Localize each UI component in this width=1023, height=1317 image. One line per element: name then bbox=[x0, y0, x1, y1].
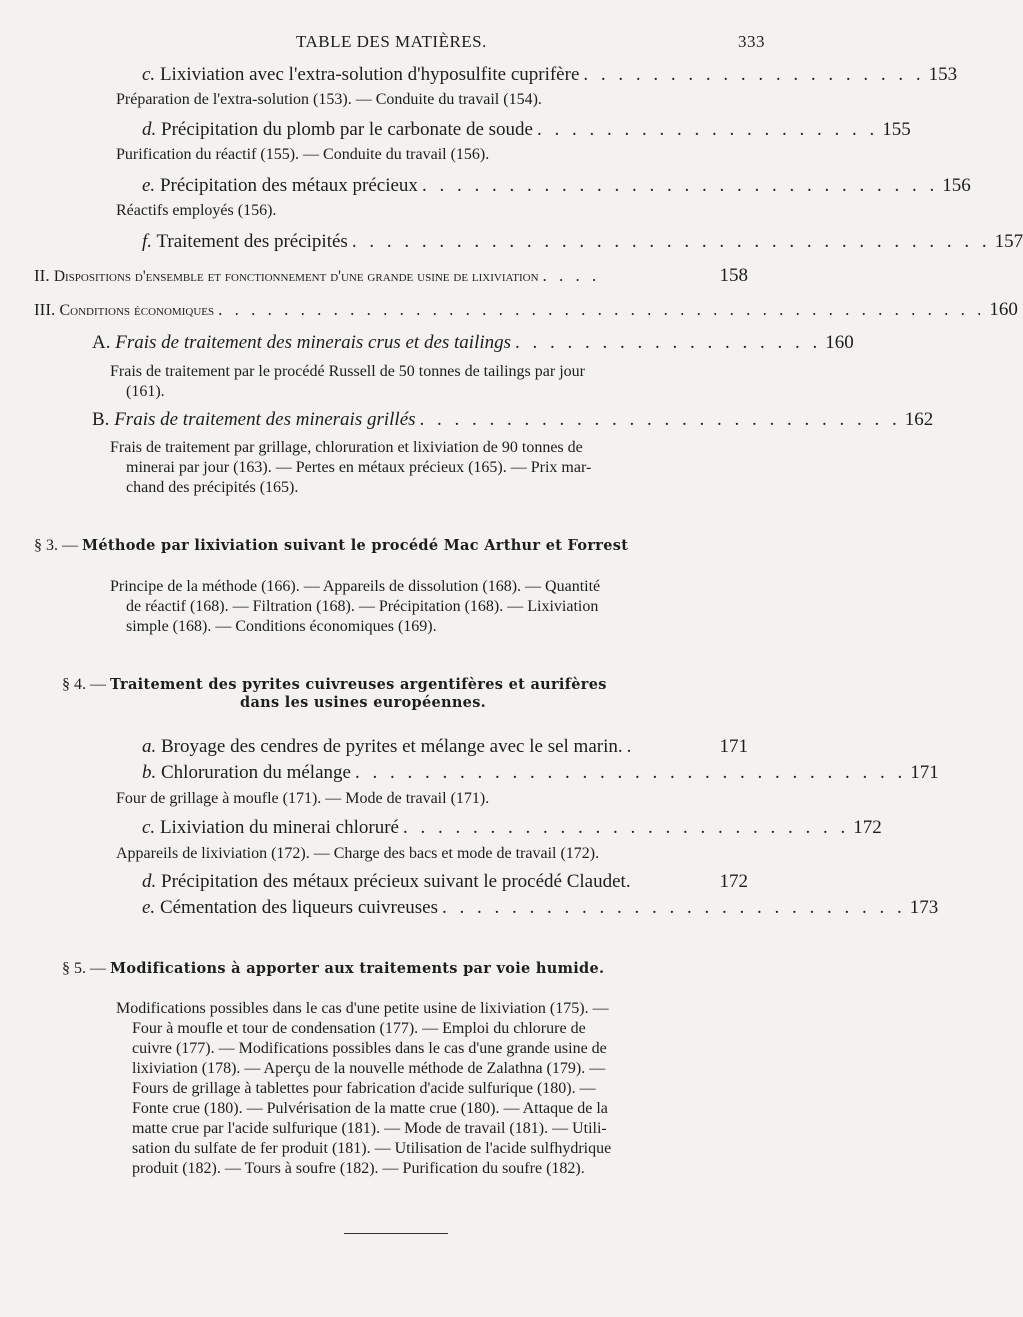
leader-dots: . . . . . . . . . . . . . . . . . . . . . . . . . . . bbox=[442, 897, 906, 918]
leader-dots: . . . . . . . . . . . . . . . . . . bbox=[515, 332, 822, 353]
section-heading bbox=[34, 537, 628, 555]
section-heading bbox=[62, 960, 604, 978]
section-title: Traitement des pyrites cuivreuses argentifères et aurifères bbox=[110, 676, 607, 693]
leader-dots: . . . . . . . . . . . . . . . . . . . . . . . . . . . . . . . . bbox=[354, 762, 907, 783]
toc-entry bbox=[142, 762, 939, 784]
toc-entry bbox=[142, 64, 958, 86]
leader-dots: . . . . bbox=[542, 266, 601, 285]
entry-letter: e. bbox=[142, 175, 156, 196]
section-dash: — bbox=[90, 676, 106, 693]
entry-letter: B. bbox=[92, 409, 110, 430]
toc-subentry: Frais de traitement par grillage, chloruration et lixiviation de 90 tonnes de bbox=[110, 439, 583, 456]
toc-subentry: chand des précipités (165). bbox=[126, 479, 299, 496]
entry-letter: a. bbox=[142, 736, 157, 757]
toc-subentry: lixiviation (178). — Aperçu de la nouvelle méthode de Zalathna (179). — bbox=[132, 1060, 606, 1077]
toc-subentry: Frais de traitement par le procédé Russell de 50 tonnes de tailings par jour bbox=[110, 363, 585, 380]
toc-subentry: matte crue par l'acide sulfurique (181). — Mode de travail (181). — Utili- bbox=[132, 1120, 607, 1137]
closing-rule bbox=[344, 1233, 448, 1234]
toc-subentry: Four de grillage à moufle (171). — Mode de travail (171). bbox=[116, 790, 490, 807]
leader-dots: . . . . . . . . . . . . . . . . . . . . . . . . . . . . . . . . . . . . . . . . . . . . . . . bbox=[218, 300, 986, 319]
entry-page: 171 bbox=[719, 736, 748, 757]
section-title-continued: dans les usines européennes. bbox=[240, 694, 487, 711]
leader-dots: . . . . . . . . . . . . . . . . . . . . bbox=[536, 119, 879, 140]
toc-subentry: sation du sulfate de fer produit (181). — Utilisation de l'acide sulfhydrique bbox=[132, 1140, 612, 1157]
entry-title: Cémentation des liqueurs cuivreuses bbox=[159, 897, 439, 918]
section-title: Modifications à apporter aux traitements par voie humide. bbox=[110, 960, 605, 977]
section-dash: — bbox=[62, 537, 78, 554]
toc-entry bbox=[142, 736, 748, 758]
entry-title: Chloruration du mélange bbox=[161, 762, 351, 783]
entry-title: Lixiviation du minerai chloruré bbox=[159, 817, 399, 838]
toc-entry bbox=[92, 332, 854, 354]
entry-page: 158 bbox=[719, 265, 748, 286]
toc-subentry: Réactifs employés (156). bbox=[116, 202, 277, 219]
toc-subentry: Four à moufle et tour de condensation (177). — Emploi du chlorure de bbox=[132, 1020, 586, 1037]
entry-page: 160 bbox=[825, 332, 854, 353]
toc-part-entry bbox=[34, 265, 748, 287]
section-number: § 5. bbox=[62, 960, 86, 977]
entry-letter: b. bbox=[142, 762, 157, 783]
part-title: Dispositions d'ensemble et fonctionnement d'une grande usine de lixiviation bbox=[53, 268, 539, 285]
leader-dots: . bbox=[626, 736, 636, 757]
toc-entry bbox=[142, 817, 882, 839]
toc-subentry: Fours de grillage à tablettes pour fabrication d'acide sulfurique (180). — bbox=[132, 1080, 596, 1097]
entry-page: 157 bbox=[994, 231, 1023, 252]
toc-entry bbox=[142, 119, 911, 141]
part-title: Conditions économiques bbox=[59, 302, 215, 319]
toc-subentry: cuivre (177). — Modifications possibles dans le cas d'une grande usine de bbox=[132, 1040, 607, 1057]
entry-letter: e. bbox=[142, 897, 156, 918]
section-heading bbox=[62, 676, 607, 694]
toc-entry bbox=[142, 871, 748, 893]
toc-part-entry bbox=[34, 299, 1018, 321]
entry-letter: d. bbox=[142, 871, 157, 892]
part-numeral: II. bbox=[34, 266, 50, 285]
section-dash: — bbox=[90, 960, 106, 977]
section-number: § 4. bbox=[62, 676, 86, 693]
toc-subentry: Préparation de l'extra-solution (153). — Conduite du travail (154). bbox=[116, 91, 542, 108]
entry-page: 160 bbox=[989, 299, 1018, 320]
entry-page: 172 bbox=[853, 817, 882, 838]
entry-title: Frais de traitement des minerais crus et des tailings bbox=[115, 332, 512, 353]
entry-page: 156 bbox=[942, 175, 971, 196]
entry-page: 172 bbox=[719, 871, 748, 892]
entry-title: Broyage des cendres de pyrites et mélange avec le sel marin. bbox=[161, 736, 623, 757]
entry-letter: c. bbox=[142, 64, 156, 85]
entry-title: Précipitation des métaux précieux suivant le procédé Claudet. bbox=[161, 871, 631, 892]
toc-entry bbox=[142, 897, 939, 919]
toc-subentry: Modifications possibles dans le cas d'une petite usine de lixiviation (175). — bbox=[116, 1000, 609, 1017]
toc-entry bbox=[142, 231, 1023, 253]
toc-subentry: simple (168). — Conditions économiques (169). bbox=[126, 618, 437, 635]
running-title: TABLE DES MATIÈRES. bbox=[296, 32, 487, 51]
toc-entry bbox=[92, 409, 934, 431]
entry-page: 162 bbox=[904, 409, 934, 430]
entry-letter: f. bbox=[142, 231, 153, 252]
toc-subentry: Principe de la méthode (166). — Appareils de dissolution (168). — Quantité bbox=[110, 578, 601, 595]
toc-subentry: produit (182). — Tours à soufre (182). — Purification du soufre (182). bbox=[132, 1160, 585, 1177]
toc-subentry: Fonte crue (180). — Pulvérisation de la matte crue (180). — Attaque de la bbox=[132, 1100, 608, 1117]
entry-page: 173 bbox=[909, 897, 939, 918]
toc-subentry: minerai par jour (163). — Pertes en métaux précieux (165). — Prix mar- bbox=[126, 459, 592, 476]
toc-subentry: Purification du réactif (155). — Conduite du travail (156). bbox=[116, 146, 490, 163]
toc-subentry: (161). bbox=[126, 383, 165, 400]
leader-dots: . . . . . . . . . . . . . . . . . . . . bbox=[583, 64, 925, 85]
entry-page: 153 bbox=[928, 64, 958, 85]
leader-dots: . . . . . . . . . . . . . . . . . . . . . . . . . . . . . . . . . . . . . bbox=[351, 231, 991, 252]
entry-title: Lixiviation avec l'extra-solution d'hyposulfite cuprifère bbox=[159, 64, 580, 85]
part-numeral: III. bbox=[34, 300, 56, 319]
leader-dots: . . . . . . . . . . . . . . . . . . . . . . . . . . bbox=[402, 817, 850, 838]
entry-title: Précipitation des métaux précieux bbox=[159, 175, 418, 196]
entry-page: 171 bbox=[910, 762, 939, 783]
entry-letter: d. bbox=[142, 119, 157, 140]
page-number: 333 bbox=[738, 32, 765, 51]
toc-subentry: Appareils de lixiviation (172). — Charge des bacs et mode de travail (172). bbox=[116, 845, 600, 862]
leader-dots: . . . . . . . . . . . . . . . . . . . . . . . . . . . . . . bbox=[421, 175, 939, 196]
section-number: § 3. bbox=[34, 537, 58, 554]
entry-letter: A. bbox=[92, 332, 111, 353]
toc-subentry: de réactif (168). — Filtration (168). — Précipitation (168). — Lixiviation bbox=[126, 598, 599, 615]
leader-dots: . . . . . . . . . . . . . . . . . . . . . . . . . . . . bbox=[419, 409, 901, 430]
entry-title: Précipitation du plomb par le carbonate de soude bbox=[161, 119, 533, 140]
toc-entry bbox=[142, 175, 971, 197]
entry-letter: c. bbox=[142, 817, 156, 838]
section-title: Méthode par lixiviation suivant le procédé Mac Arthur et Forrest bbox=[82, 537, 629, 554]
entry-title: Traitement des précipités bbox=[156, 231, 348, 252]
entry-page: 155 bbox=[882, 119, 911, 140]
entry-title: Frais de traitement des minerais grillés bbox=[114, 409, 416, 430]
